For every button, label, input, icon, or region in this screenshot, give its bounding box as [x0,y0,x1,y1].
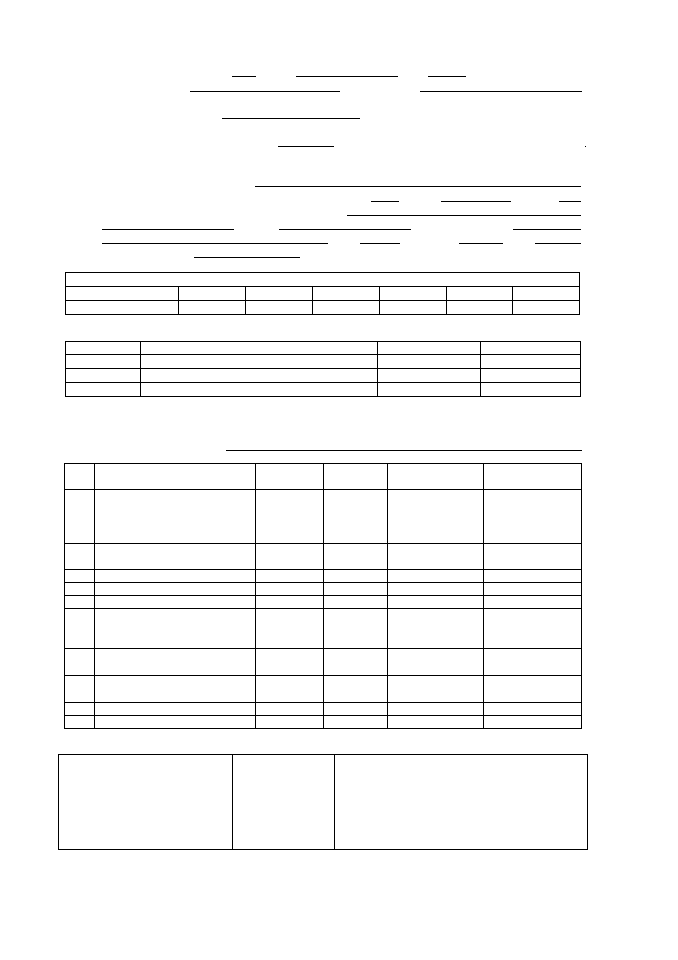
table-cell [65,490,95,544]
table-cell [256,703,324,716]
table-two [65,341,581,397]
table-cell [484,703,582,716]
table-cell [484,676,582,703]
table-cell [246,301,313,315]
table-cell [324,490,388,544]
table-cell [256,583,324,596]
period-mark [585,146,586,147]
blank-line [278,146,334,147]
blank-line [102,243,328,244]
table-row [65,544,582,570]
table-row [65,676,582,703]
blank-line [513,229,581,230]
table-row [65,490,582,544]
table-cell [380,301,447,315]
blank-line [232,76,256,77]
table-cell [378,369,481,383]
table-cell [95,649,256,676]
table-cell [447,301,513,315]
table-cell [95,583,256,596]
table-row [66,355,581,369]
table-cell [388,649,484,676]
blank-line [279,229,411,230]
table-cell [388,490,484,544]
table-cell [513,287,580,301]
table-row [65,570,582,583]
table-cell [66,355,141,369]
table-cell [324,703,388,716]
table-cell [65,596,95,609]
table-cell [141,383,378,397]
blank-line [420,91,582,92]
table-row [66,301,580,315]
table-cell [324,570,388,583]
table-cell [256,464,324,490]
blank-line [222,118,360,119]
table-cell [65,649,95,676]
table-cell [388,583,484,596]
table-cell [141,369,378,383]
table-cell [324,544,388,570]
table-cell [388,703,484,716]
table-cell [95,716,256,729]
table-cell [481,369,581,383]
table-cell [484,583,582,596]
table-cell [324,676,388,703]
blank-line [102,229,234,230]
table-cell [66,369,141,383]
table-cell [256,596,324,609]
table-row [65,464,582,490]
table-cell [141,342,378,355]
table-cell [481,383,581,397]
table-row [65,583,582,596]
table-cell [388,596,484,609]
table-cell [65,570,95,583]
table-cell [324,596,388,609]
table-cell [484,570,582,583]
table-cell [256,676,324,703]
table-cell [65,583,95,596]
column-divider [334,755,335,849]
table-row [66,383,581,397]
table-row [65,649,582,676]
blank-line [296,76,398,77]
table-cell [256,544,324,570]
table-cell [484,544,582,570]
blank-line [360,243,400,244]
table-cell [388,544,484,570]
table-cell [95,703,256,716]
table-cell [256,490,324,544]
table-cell [246,287,313,301]
blank-line [441,201,511,202]
table-cell [95,464,256,490]
table-cell [256,649,324,676]
table-cell [66,301,179,315]
table-row [66,273,580,287]
table-cell [141,355,378,369]
table-cell [313,301,380,315]
table-cell [313,287,380,301]
table-cell [484,716,582,729]
table-cell [481,355,581,369]
table-cell [66,273,580,287]
table-cell [66,383,141,397]
table-cell [95,676,256,703]
table-cell [378,383,481,397]
blank-line [347,215,581,216]
table-cell [65,544,95,570]
table-row [65,716,582,729]
signature-box [58,754,588,850]
table-cell [378,355,481,369]
table-cell [388,464,484,490]
blank-line [371,201,399,202]
table-cell [256,716,324,729]
table-cell [256,570,324,583]
table-cell [324,649,388,676]
table-cell [484,490,582,544]
table-cell [179,287,246,301]
table-cell [484,596,582,609]
blank-line [459,243,503,244]
table-cell [65,464,95,490]
table-cell [95,544,256,570]
table-cell [65,703,95,716]
table-cell [388,570,484,583]
table-cell [513,301,580,315]
table-cell [324,716,388,729]
table-cell [179,301,246,315]
table-cell [324,464,388,490]
blank-line [428,76,466,77]
table-cell [65,676,95,703]
table-cell [95,609,256,649]
blank-line [559,201,581,202]
table-cell [66,287,179,301]
table-cell [256,609,324,649]
table-cell [65,609,95,649]
table-cell [484,464,582,490]
table-row [66,369,581,383]
table-cell [388,609,484,649]
table-one [65,272,580,315]
table-row [66,342,581,355]
table-cell [95,596,256,609]
table-cell [388,716,484,729]
column-divider [232,755,233,849]
table-cell [388,676,484,703]
table-cell [447,287,513,301]
table-cell [484,609,582,649]
table-cell [95,490,256,544]
table-row [65,609,582,649]
table-row [65,703,582,716]
table-cell [66,342,141,355]
blank-line [226,450,582,451]
table-cell [324,609,388,649]
table-cell [484,649,582,676]
blank-line [190,91,340,92]
blank-line [255,186,581,187]
table-cell [95,570,256,583]
table-cell [324,583,388,596]
blank-line [194,257,300,258]
table-cell [481,342,581,355]
table-cell [380,287,447,301]
table-row [66,287,580,301]
table-cell [65,716,95,729]
blank-line [535,243,581,244]
table-cell [378,342,481,355]
table-three [64,463,582,729]
table-row [65,596,582,609]
